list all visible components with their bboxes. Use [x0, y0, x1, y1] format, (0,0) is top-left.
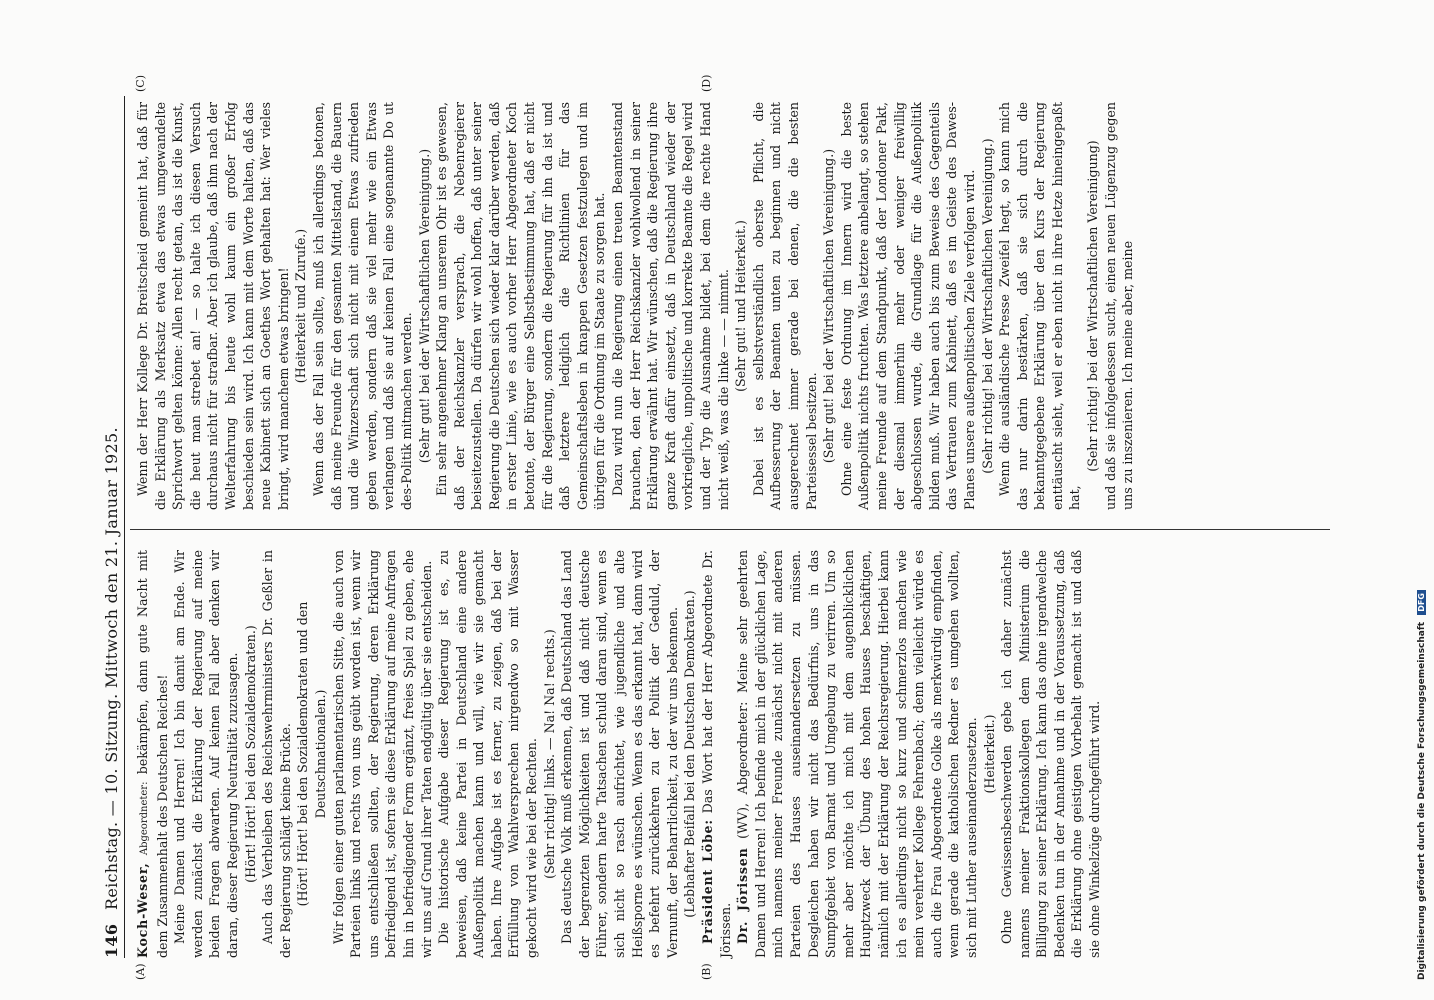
paragraph-text: Das Wort hat der Herr Abgeordnete Dr. Jörissen. [700, 550, 733, 958]
dfg-logo: DFG [1417, 590, 1426, 615]
paragraph: Wenn das der Fall sein sollte, muß ich allerdings betonen, daß meine Freunde für den gesamten Mittelstand, die Bauern und die Winzerschaft sich nicht mit einem Etwas zufrieden geben werden, sondern daß sie viel mehr wie ein Etwas verlangen und daß sie auf keinen Fall eine sogenannte Do ut des-Politik mitmachen werden. [310, 102, 414, 510]
column-divider [130, 529, 1330, 530]
right-column [134, 102, 1137, 510]
interjection: (Heiterkeit.) [981, 714, 997, 794]
marker-d: (D) [700, 74, 713, 92]
paragraph: Wenn der Herr Kollege Dr. Breitscheid gemeint hat, daß für die Erklärung als Merksatz etwa das etwas umgewandelte Sprichwort gelten könne: Allen recht getan, das ist die Kunst, die heut man strebet an! — so halte ich diesen Versuch durchaus nicht für strafbar. Aber ich glaube, daß ihm nach der Welterfahrung bis heute wohl kaum ein großer Erfolg beschieden sein wird. Ich kann mit dem Worte halten, daß das neue Kabinett sich an Goethes Wort gehalten hat: Wer vieles bringt, wird manchem etwas bringen! [135, 102, 291, 510]
paragraph [134, 550, 171, 958]
interjection: (Hört! Hört! bei den Sozialdemokraten und den Deutschnationalen.) [295, 601, 328, 907]
left-column [134, 550, 1104, 958]
interjection: (Sehr richtig! bei der Wirtschaftlichen Vereinigung.) [979, 138, 995, 474]
paragraph [699, 550, 734, 958]
paragraph: Wir folgen einer guten parlamentarischen Sitte, die auch von Parteien links und rechts von uns geübt worden ist, wenn wir uns entschließen sollten, der Regierung, deren Erklärung befriedigend ist, sofern sie diese Erklärung auf meine Anfragen hin in befriedigender Form ergänzt, freies Spiel zu geben, ehe wir uns auf Grund ihrer Taten endgültig über sie entscheiden. [330, 550, 434, 958]
interjection: (Lebhafter Beifall bei den Deutschen Demokraten.) [682, 590, 698, 918]
paragraph: Auch das Verbleiben des Reichswehrministers Dr. Geßler in der Regierung schlägt keine Brücke. [260, 550, 293, 958]
header-text: Reichstag. — 10. Sitzung. Mittwoch den 21. Januar 1925. [102, 427, 121, 910]
interjection: (Sehr gut! bei der Wirtschaftlichen Vereinigung.) [416, 148, 432, 464]
paragraph-text: (WV), Abgeordneter: Meine sehr geehrten Damen und Herren! Ich befinde mich in der glücklichen Lage, mich namens meiner Freunde zunächst nicht mit anderen Parteien des Hauses auseinandersetzen zu müssen. Desgleichen haben wir nicht das Bedürfnis, uns in das Sumpfgebiet von Barmat und Umgebung zu verirren. Um so mehr aber möchte ich mich mit dem augenblicklichen Hauptzweck der Übung des hohen Hauses beschäftigen, nämlich mit der Erklärung der Reichsregierung. Hierbei kann ich es allerdings nicht so kurz und schmerzlos machen wie mein verehrter Kollege Fehrenbach; denn vielleicht würde es auch die Frau Abgeordnete Golke als merkwürdig empfinden, wenn gerade die katholischen Redner es umgehen wollten, sich mit Luther auseinanderzusetzen. [735, 550, 979, 958]
interjection: (Sehr richtig! links. — Na! Na! rechts.) [541, 629, 557, 879]
paragraph: Dazu wird nun die Regierung einen treuen Beamtenstand brauchen, den der Herr Reichskanzler wohlwollend in seiner Erklärung erwähnt hat. Wir wünschen, daß die Regierung ihre ganze Kraft dafür einsetzt, daß in Deutschland wieder der vorkriegliche, unpolitische und korrekte Beamte die Regel wird und der Typ die Ausnahme bildet, bei dem die rechte Hand nicht weiß, was die linke — — nimmt. [610, 102, 731, 510]
digitization-credit [1413, 10, 1433, 990]
interjection: (Sehr gut! bei der Wirtschaftlichen Vereinigung.) [821, 148, 837, 464]
paragraph: Das deutsche Volk muß erkennen, daß Deutschland das Land der begrenzten Möglichkeiten ist und daß nicht deutsche Führer, sondern harte Tatsachen schuld daran sind, wenn es sich nicht so rasch aufrichtet, wie jugendliche und alte Heißsporne es wünschen. Wenn es das erkannt hat, dann wird es befehrt zurückkehren zu der Politik der Geduld, der Vernunft, der Beharrlichkeit, zu der wir uns bekennen. [559, 550, 680, 958]
paragraph: Meine Damen und Herren! Ich bin damit am Ende. Wir werden zunächst die Erklärung der Regierung auf meine beiden Fragen abwarten. Auf keinen Fall aber denken wir daran, dieser Regierung Neutralität zuzusagen. [172, 550, 240, 958]
rotated-page-content [100, 74, 1330, 980]
paragraph: Wenn die ausländische Presse Zweifel hegt, so kann mich das nur darin bestärken, daß sie sich durch die bekanntgegebene Erklärung über den Kurs der Regierung enttäuscht sieht, weil er eben nicht in ihre Hetze hineingepaßt hat, [997, 102, 1083, 510]
speaker-name: Koch-Weser, [135, 862, 150, 958]
speaker-name: Dr. Jörissen [735, 847, 751, 944]
paragraph [734, 550, 980, 958]
marker-c: (C) [134, 75, 147, 92]
page-number: 146 [102, 923, 121, 958]
speaker-name: Präsident Löbe: [700, 819, 715, 944]
interjection: (Sehr gut! und Heiterkeit.) [733, 220, 749, 392]
interjection: (Hört! Hört! bei den Sozialdemokraten.) [242, 625, 258, 883]
paragraph: Ohne Gewissensbeschwerden gebe ich daher zunächst namens meiner Fraktionskollegen dem Ministerium die Billigung zu seiner Erklärung. Ich kann das ohne irgendwelche Bedenken tun in der Annahme und in der Voraussetzung, daß die Erklärung ohne geistigen Vorbehalt gemacht ist und daß sie ohne Winkelzüge durchgeführt wird. [999, 550, 1103, 958]
paragraph: und daß sie infolgedessen sucht, einen neuen Lügenzug gegen uns zu inszenieren. Ich meine aber, meine [1102, 102, 1136, 510]
credit-text: Digitalisierung gefördert durch die Deutsche Forschungsgemeinschaft [1417, 621, 1427, 980]
paragraph-text: bekämpfen, dann gute Nacht mit dem Zusammenhalt des Deutschen Reiches! [135, 550, 170, 958]
page-header [100, 96, 125, 958]
digitization-credit-text [1417, 590, 1427, 980]
interjection: (Sehr richtig! bei der Wirtschaftlichen Vereinigung) [1085, 140, 1101, 472]
speaker-role: Abgeordneter: [139, 781, 150, 856]
marker-a: (A) [134, 963, 147, 980]
paragraph: Die historische Aufgabe dieser Regierung ist es, zu beweisen, daß keine Partei in Deutschland eine andere Außenpolitik machen kann und will, wie wir sie gemacht haben. Ihre Aufgabe ist es ferner, zu zeigen, daß bei der Erfüllung von Wahlversprechen nirgendwo so mit Wasser gekocht wird wie bei der Rechten. [436, 550, 540, 958]
interjection: (Heiterkeit und Zurufe.) [293, 228, 309, 384]
paragraph: Ein sehr angenehmer Klang an unserem Ohr ist es gewesen, daß der Reichskanzler versprach, die Nebenregierer beiseitezustellen. Da dürfen wir wohl hoffen, daß unter seiner Regierung die Deutschen sich wieder klar darüber werden, daß in erster Linie, wie es auch vorher Herr Abgeordneter Koch betonte, der Bürger eine Selbstbestimmung hat, daß er nicht für die Regierung, sondern die Regierung für ihn da ist und daß letztere lediglich die Richtlinien für das Gemeinschaftsleben in knappen Gesetzen festzulegen und im übrigen für die Ordnung im Staate zu sorgen hat. [434, 102, 608, 510]
marker-b: (B) [700, 963, 713, 980]
paragraph: Ohne eine feste Ordnung im Innern wird die beste Außenpolitik nichts fruchten. Was letztere anbelangt, so stehen meine Freunde auf dem Standpunkt, daß der Londoner Pakt, der diesmal immerhin mehr oder weniger freiwillig abgeschlossen wurde, die Grundlage für die Außenpolitik bilden muß. Wir haben auch bis zum Beweise des Gegenteils das Vertrauen zum Kabinett, daß es im Geiste des Dawes-Planes unsere außenpolitischen Ziele verfolgen wird. [838, 102, 977, 510]
paragraph: Dabei ist es selbstverständlich oberste Pflicht, die Aufbesserung der Beamten unten zu beginnen und nicht ausgerechnet immer gerade bei denen, die die besten Parteisessel besitzen. [750, 102, 819, 510]
